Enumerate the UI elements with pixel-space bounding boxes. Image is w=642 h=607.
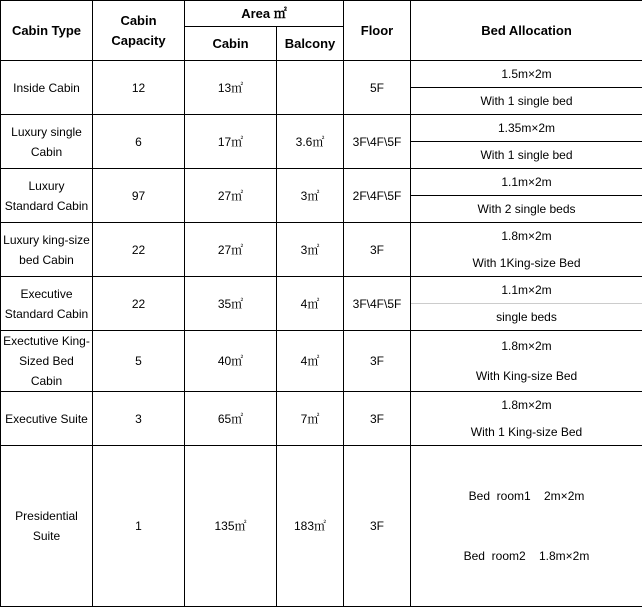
bed-allocation-cell (411, 446, 642, 607)
capacity-cell: 22 (93, 223, 185, 277)
header-area: Area ㎡ (185, 1, 344, 27)
table-row (1, 115, 642, 142)
bed-description-cell: With 2 single beds (411, 196, 642, 223)
floor-cell: 3F (344, 223, 411, 277)
floor-cell: 3F\4F\5F (344, 277, 411, 331)
cabin-area-cell: 40㎡ (185, 331, 277, 392)
capacity-cell: 22 (93, 277, 185, 331)
header-cabin-type: Cabin Type (1, 1, 93, 61)
bed-size-cell: 1.1m×2m (411, 169, 642, 196)
capacity-cell: 6 (93, 115, 185, 169)
bed-description-cell: single beds (411, 304, 642, 331)
capacity-cell: 1 (93, 446, 185, 607)
bed-size-cell: 1.1m×2m (411, 277, 642, 304)
cabin-type-cell: Luxury Standard Cabin (1, 169, 93, 223)
balcony-cell: 3㎡ (277, 169, 344, 223)
table-row (1, 61, 642, 88)
bed-size-cell: 1.8m×2m (411, 392, 642, 419)
bed-description-cell: With 1 single bed (411, 88, 642, 115)
header-floor: Floor (344, 1, 411, 61)
bed-description-cell: With 1King-size Bed (411, 250, 642, 277)
floor-cell: 5F (344, 61, 411, 115)
capacity-cell: 97 (93, 169, 185, 223)
capacity-cell: 12 (93, 61, 185, 115)
cabin-area-cell: 13㎡ (185, 61, 277, 115)
capacity-cell: 5 (93, 331, 185, 392)
cabin-area-cell: 65㎡ (185, 392, 277, 446)
balcony-cell: 4㎡ (277, 331, 344, 392)
balcony-cell: 3.6㎡ (277, 115, 344, 169)
header-area-cabin: Cabin (185, 27, 277, 61)
bedroom-1-text: Bed room1 2m×2m (413, 486, 640, 506)
balcony-cell: 183㎡ (277, 446, 344, 607)
bed-size-cell: 1.35m×2m (411, 115, 642, 142)
floor-cell: 3F\4F\5F (344, 115, 411, 169)
balcony-cell: 4㎡ (277, 277, 344, 331)
bed-size-cell: 1.8m×2m (411, 223, 642, 250)
bed-description-cell: With 1 King-size Bed (411, 419, 642, 446)
balcony-cell: 3㎡ (277, 223, 344, 277)
cabin-type-cell: Presidential Suite (1, 446, 93, 607)
cabin-type-cell: Executive Suite (1, 392, 93, 446)
cabin-area-cell: 27㎡ (185, 169, 277, 223)
header-area-balcony: Balcony (277, 27, 344, 61)
bedroom-2-text: Bed room2 1.8m×2m (413, 546, 640, 566)
floor-cell: 2F\4F\5F (344, 169, 411, 223)
floor-cell: 3F (344, 392, 411, 446)
table-row (1, 223, 642, 250)
header-capacity: Cabin Capacity (93, 1, 185, 61)
bed-description-cell: With 1 single bed (411, 142, 642, 169)
bed-description-cell: With King-size Bed (411, 361, 642, 392)
balcony-cell (277, 61, 344, 115)
cabin-type-cell: Exectutive King-Sized Bed Cabin (1, 331, 93, 392)
header-bed-allocation: Bed Allocation (411, 1, 642, 61)
cabin-area-cell: 135㎡ (185, 446, 277, 607)
table-row (1, 331, 642, 362)
cabin-type-cell: Executive Standard Cabin (1, 277, 93, 331)
bed-size-cell: 1.5m×2m (411, 61, 642, 88)
table-row (1, 277, 642, 304)
cabin-area-cell: 17㎡ (185, 115, 277, 169)
table-row (1, 169, 642, 196)
cabin-area-cell: 27㎡ (185, 223, 277, 277)
floor-cell: 3F (344, 446, 411, 607)
cabin-type-cell: Luxury king-size bed Cabin (1, 223, 93, 277)
capacity-cell: 3 (93, 392, 185, 446)
floor-cell: 3F (344, 331, 411, 392)
cabin-type-cell: Inside Cabin (1, 61, 93, 115)
table-row (1, 446, 642, 607)
cabin-area-cell: 35㎡ (185, 277, 277, 331)
bed-size-cell: 1.8m×2m (411, 331, 642, 362)
balcony-cell: 7㎡ (277, 392, 344, 446)
table-row (1, 392, 642, 419)
cabin-type-cell: Luxury single Cabin (1, 115, 93, 169)
